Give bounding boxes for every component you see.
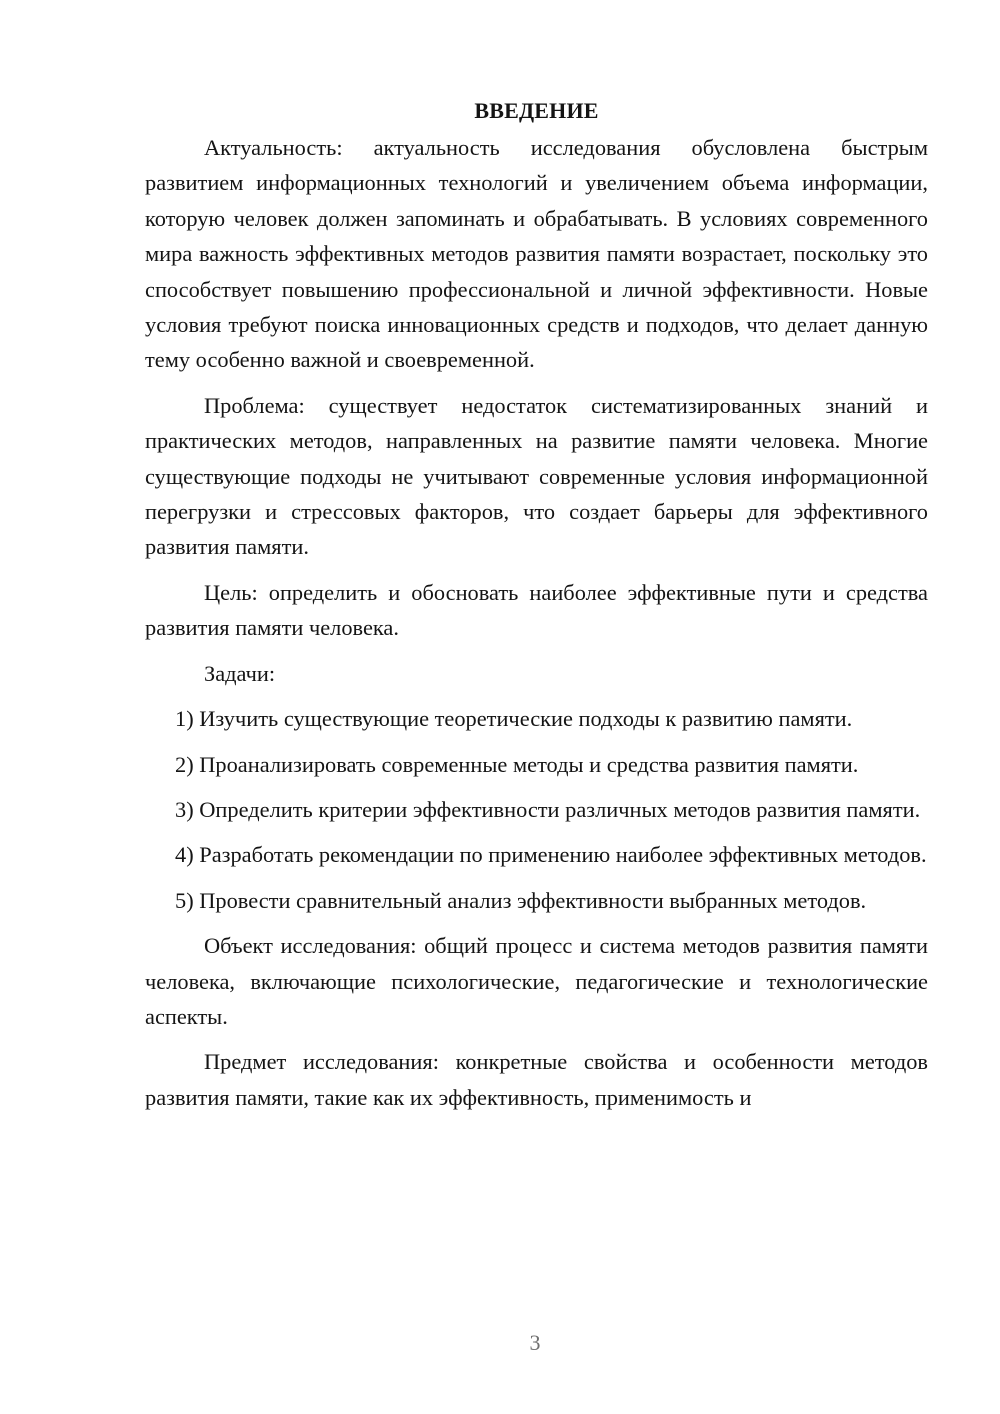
paragraph-problem: Проблема: существует недостаток систематизированных знаний и практических методов, направленных на развитие памяти человека. Многие существующие подходы не учитывают современные условия информационной перегрузки и стрессовых факторов, что создает барьеры для эффективного развития памяти. [145, 392, 928, 560]
section-heading: ВВЕДЕНИЕ [474, 98, 599, 123]
page-content [145, 93, 928, 1125]
paragraph-subject: Предмет исследования: конкретные свойства и особенности методов развития памяти, такие как их эффективность, применимость и [145, 1049, 928, 1110]
task-item-2: 2) Проанализировать современные методы и средства развития памяти. [175, 751, 859, 777]
task-item-1: 1) Изучить существующие теоретические подходы к развитию памяти. [175, 706, 853, 732]
paragraph-goal: Цель: определить и обосновать наиболее эффективные пути и средства развития памяти человека. [145, 579, 928, 641]
paragraph-relevance: Актуальность: актуальность исследования обусловлена быстрым развитием информационных технологий и увеличением объема информации, которую человек должен запоминать и обрабатывать. В условиях современного мира важность эффективных методов развития памяти возрастает, поскольку это способствует повышению профессиональной и личной эффективности. Новые условия требуют поиска инновационных средств и подходов, что делает данную тему особенно важной и своевременной. [145, 135, 928, 373]
task-item-3: 3) Определить критерии эффективности различных методов развития памяти. [175, 796, 921, 822]
paragraph-object: Объект исследования: общий процесс и система методов развития памяти человека, включающие психологические, педагогические и технологические аспекты. [145, 933, 928, 1029]
task-item-5: 5) Провести сравнительный анализ эффективности выбранных методов. [175, 887, 867, 913]
tasks-label: Задачи: [204, 660, 276, 686]
page-number: 3 [529, 1330, 541, 1355]
task-item-4: 4) Разработать рекомендации по применению наиболее эффективных методов. [175, 842, 927, 868]
